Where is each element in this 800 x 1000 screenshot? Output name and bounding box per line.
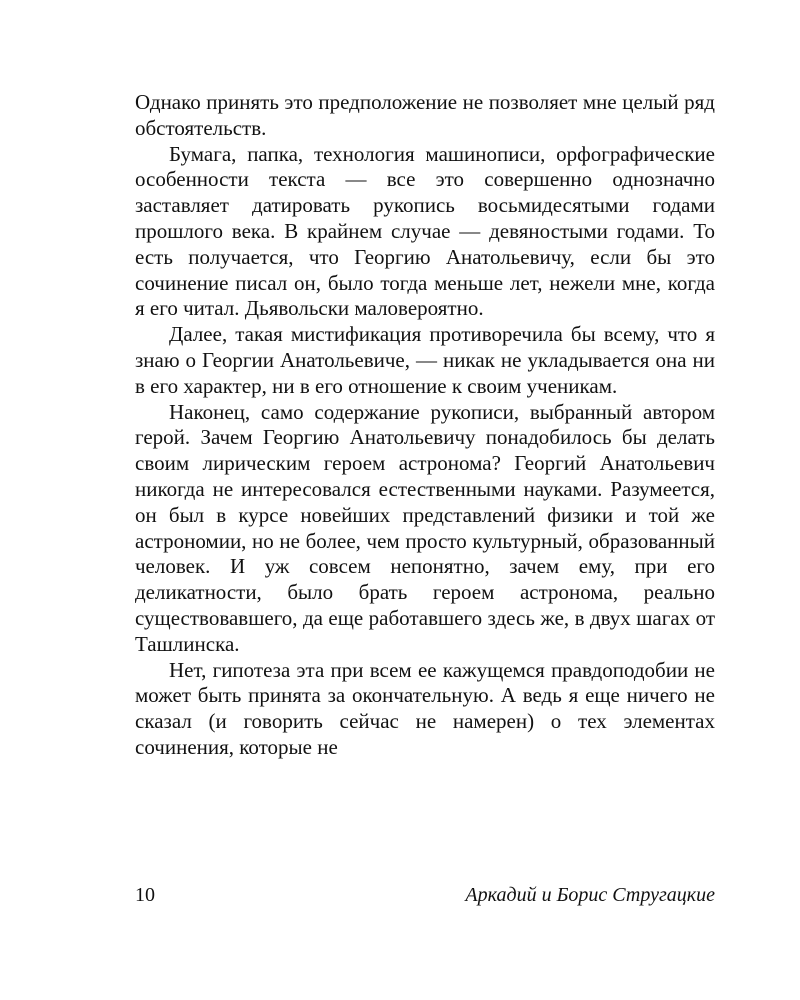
paragraph-1: Однако принять это предположение не позволяет мне целый ряд обстоятельств. bbox=[135, 90, 715, 140]
page-number: 10 bbox=[135, 884, 155, 906]
paragraph-2: Бумага, папка, технология машинописи, орфографические особенности текста — все это совершенно однозначно заставляет датировать рукопись восьмидесятыми годами прошлого века. В крайнем случае — девяностыми годами. То есть получается, что Георгию Анатольевичу, если бы это сочинение писал он, было тогда меньше лет, нежели мне, когда я его читал. Дьявольски маловероятно. bbox=[135, 141, 715, 321]
paragraph-5: Нет, гипотеза эта при всем ее кажущемся правдоподобии не может быть принята за окончательную. А ведь я еще ничего не сказал (и говорить сейчас не намерен) о тех элементах сочинения, которые не bbox=[135, 657, 715, 759]
paragraph-3: Далее, такая мистификация противоречила бы всему, что я знаю о Георгии Анатольевиче, — никак не укладывается она ни в его характер, ни в его отношение к своим ученикам. bbox=[135, 322, 715, 398]
paragraph-4: Наконец, само содержание рукописи, выбранный автором герой. Зачем Георгию Анатольевичу понадобилось бы делать своим лирическим героем астронома? Георгий Анатольевич никогда не интересовался естественными науками. Разумеется, он был в курсе новейших представлений физики и той же астрономии, но не более, чем просто культурный, образованный человек. И уж совсем непонятно, зачем ему, при его деликатности, было брать героем астронома, реально существовавшего, да еще работавшего здесь же, в двух шагах от Ташлинска. bbox=[135, 399, 715, 656]
running-title: Аркадий и Борис Стругацкие bbox=[465, 884, 715, 906]
page-footer bbox=[135, 884, 715, 910]
body-text bbox=[135, 90, 715, 761]
